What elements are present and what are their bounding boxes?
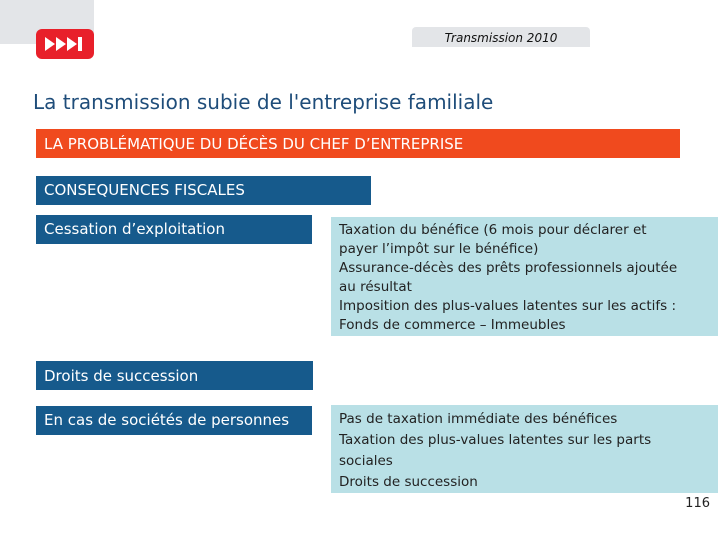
- section-heading-succession: Droits de succession: [36, 361, 313, 390]
- row-label-cessation: Cessation d’exploitation: [36, 215, 312, 244]
- detail-line: Droits de succession: [339, 474, 478, 490]
- row-detail-societes: [331, 405, 718, 493]
- header-bar-white: [94, 0, 720, 44]
- fast-forward-logo-icon: [36, 29, 94, 59]
- detail-line: Taxation du bénéfice (6 mois pour déclarer et: [339, 222, 647, 238]
- page-title: La transmission subie de l'entreprise familiale: [33, 90, 494, 114]
- detail-line: Taxation des plus-values latentes sur les parts: [339, 432, 652, 448]
- detail-line: Assurance-décès des prêts professionnels ajoutée: [339, 260, 678, 276]
- section-heading-consequences: CONSEQUENCES FISCALES: [36, 176, 371, 205]
- detail-line: Fonds de commerce – Immeubles: [339, 317, 566, 333]
- page-number: 116: [685, 496, 710, 511]
- detail-line: Imposition des plus-values latentes sur les actifs :: [339, 298, 676, 314]
- row-detail-cessation: [331, 217, 718, 336]
- banner-heading: LA PROBLÉMATIQUE DU DÉCÈS DU CHEF D’ENTREPRISE: [36, 129, 680, 158]
- detail-line: payer l’impôt sur le bénéfice): [339, 241, 539, 257]
- detail-line: au résultat: [339, 279, 412, 295]
- detail-line: Pas de taxation immédiate des bénéfices: [339, 411, 618, 427]
- detail-line: sociales: [339, 453, 393, 469]
- header-tab-title: Transmission 2010: [412, 27, 590, 47]
- row-label-societes: En cas de sociétés de personnes: [36, 406, 312, 435]
